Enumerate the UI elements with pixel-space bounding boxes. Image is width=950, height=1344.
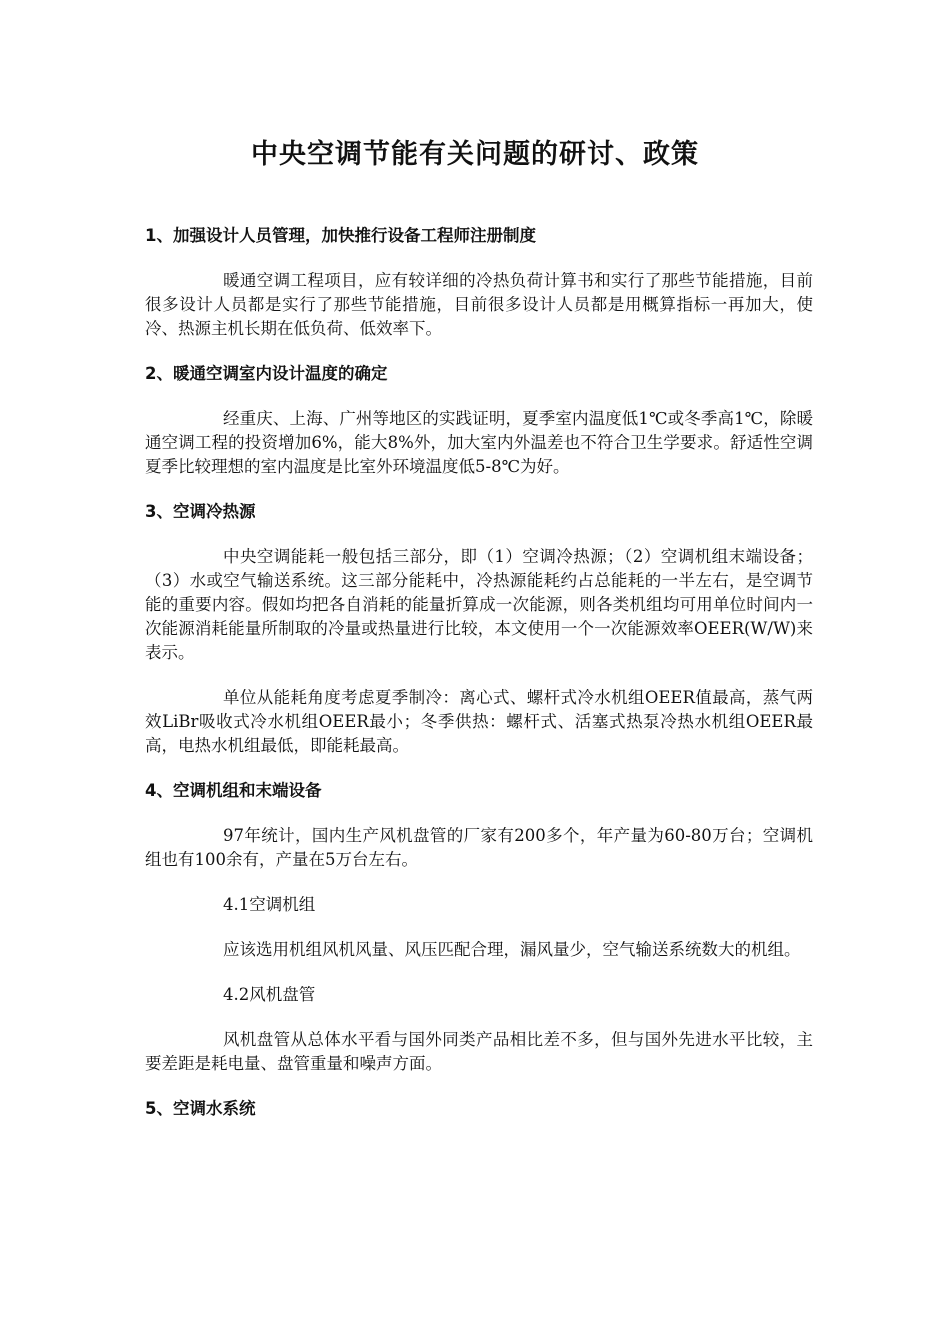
subsection-heading-4-2: 4.2风机盘管 [223,985,316,1004]
subsection-heading-4-1: 4.1空调机组 [223,895,316,914]
page-title: 中央空调节能有关问题的研讨、政策 [251,139,699,170]
section-heading-2: 2、暖通空调室内设计温度的确定 [145,364,388,383]
section-heading-4: 4、空调机组和末端设备 [145,781,322,800]
section-3-paragraph-1: 中央空调能耗一般包括三部分，即（1）空调冷热源；（2）空调机组末端设备；（3）水或空气输送系统。这三部分能耗中，冷热源能耗约占总能耗的一半左右，是空调节能的重要内容。假如均把各自消耗的能量折算成一次能源，则各类机组均可用单位时间内一次能源消耗能量所制取的冷量或热量进行比较，本文使用一个一次能源效率OEER(W/W)来表示。 [145,547,813,662]
section-heading-1: 1、加强设计人员管理，加快推行设备工程师注册制度 [145,226,536,245]
section-heading-3: 3、空调冷热源 [145,502,256,521]
document-body [145,224,813,1142]
subsection-4-2-paragraph: 风机盘管从总体水平看与国外同类产品相比差不多，但与国外先进水平比较，主要差距是耗电量、盘管重量和噪声方面。 [145,1030,813,1073]
section-4-paragraph: 97年统计，国内生产风机盘管的厂家有200多个，年产量为60-80万台；空调机组也有100余有，产量在5万台左右。 [145,826,813,869]
subsection-4-1-paragraph: 应该选用机组风机风量、风压匹配合理，漏风量少，空气输送系统数大的机组。 [223,940,801,959]
section-heading-5: 5、空调水系统 [145,1099,256,1118]
section-1-paragraph: 暖通空调工程项目，应有较详细的冷热负荷计算书和实行了那些节能措施，目前很多设计人员都是实行了那些节能措施，目前很多设计人员都是用概算指标一再加大，使冷、热源主机长期在低负荷、低效率下。 [145,271,813,338]
section-2-paragraph: 经重庆、上海、广州等地区的实践证明，夏季室内温度低1℃或冬季高1℃，除暖通空调工程的投资增加6%，能大8%外，加大室内外温差也不符合卫生学要求。舒适性空调夏季比较理想的室内温度是比室外环境温度低5-8℃为好。 [145,409,813,476]
section-3-paragraph-2: 单位从能耗角度考虑夏季制冷：离心式、螺杆式冷水机组OEER值最高，蒸气两效LiBr吸收式冷水机组OEER最小；冬季供热：螺杆式、活塞式热泵冷热水机组OEER最高，电热水机组最低，即能耗最高。 [145,688,813,755]
